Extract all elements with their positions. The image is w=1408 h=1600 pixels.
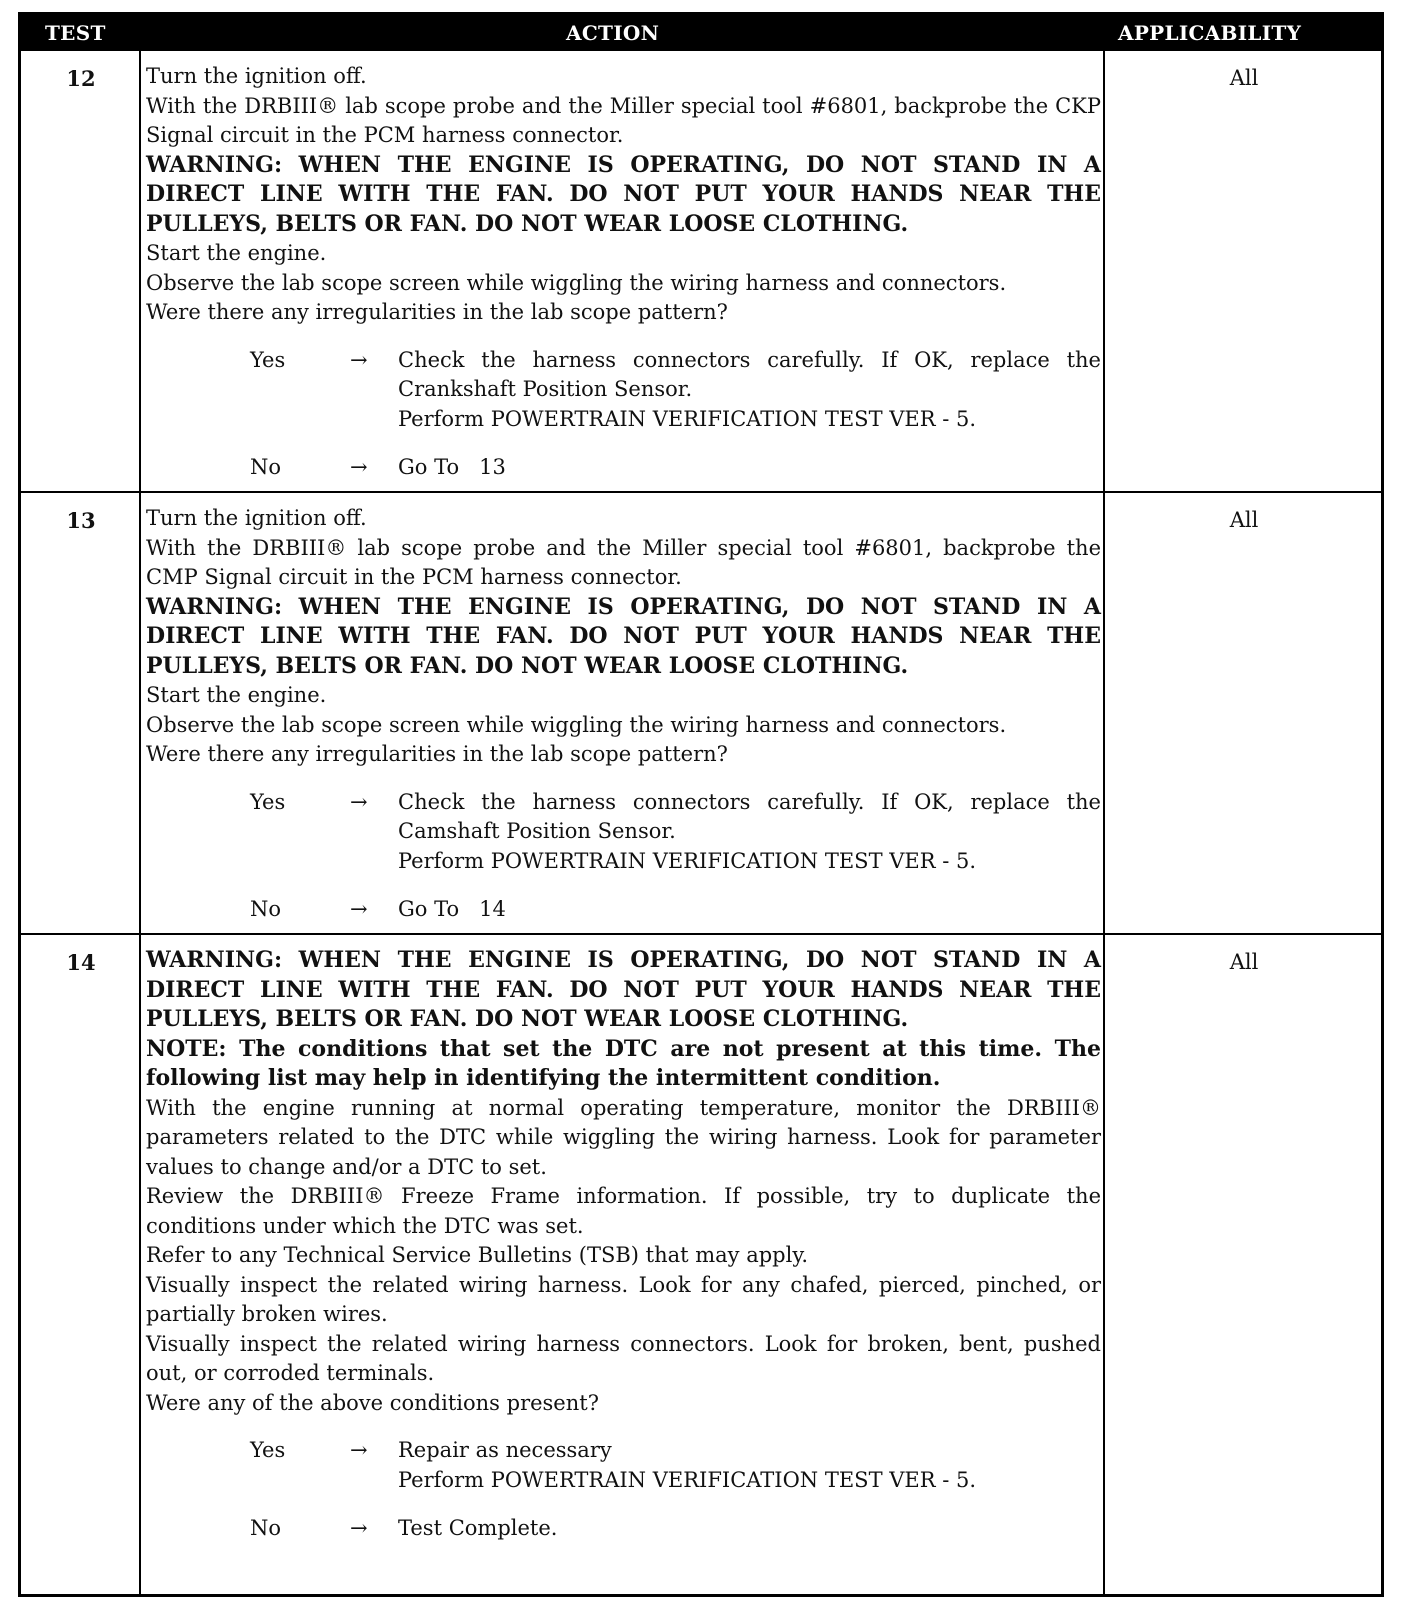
instruction: Start the engine. xyxy=(146,683,327,707)
instruction: Review the DRBIII® Freeze Frame information. If possible, try to duplicate the conditions under which the DTC was set. xyxy=(146,1184,1101,1238)
yes-action: Check the harness connectors carefully. If OK, replace the Camshaft Position Sensor. xyxy=(398,789,1101,843)
table-header xyxy=(21,15,1381,51)
header-applicability: APPLICABILITY xyxy=(1118,21,1302,45)
column-divider-test xyxy=(139,51,141,1594)
arrow-icon: → xyxy=(350,1438,368,1462)
yes-verification: Perform POWERTRAIN VERIFICATION TEST VER - 5. xyxy=(398,406,977,431)
no-action: Go To 14 xyxy=(398,897,506,921)
no-response xyxy=(146,453,1101,483)
test-row-14 xyxy=(146,946,1101,1544)
arrow-icon: → xyxy=(350,1516,368,1540)
row-divider xyxy=(21,491,1381,493)
no-label: No xyxy=(250,455,282,479)
question: Were there any irregularities in the lab scope pattern? xyxy=(146,300,728,324)
no-action: Test Complete. xyxy=(398,1516,558,1540)
instruction: With the engine running at normal operating temperature, monitor the DRBIII® parameters related to the DTC while wiggling the wiring harness. Look for parameter values to change and/or a DTC to set. xyxy=(146,1095,1101,1179)
yes-response xyxy=(146,788,1101,877)
no-label: No xyxy=(250,897,282,921)
yes-action: Repair as necessary xyxy=(398,1438,612,1462)
instruction: Turn the ignition off. xyxy=(146,64,367,88)
question: Were there any irregularities in the lab scope pattern? xyxy=(146,742,728,766)
yes-response xyxy=(146,346,1101,435)
yes-action: Check the harness connectors carefully. If OK, replace the Crankshaft Position Sensor. xyxy=(398,347,1101,401)
instruction: Refer to any Technical Service Bulletins (TSB) that may apply. xyxy=(146,1243,809,1267)
warning-text: WARNING: WHEN THE ENGINE IS OPERATING, DO NOT STAND IN A DIRECT LINE WITH THE FAN. DO NOT PUT YOUR HANDS NEAR THE PULLEYS, BELTS OR FAN. DO NOT WEAR LOOSE CLOTHING. xyxy=(146,947,1101,1032)
instruction: Observe the lab scope screen while wiggling the wiring harness and connectors. xyxy=(146,712,1007,737)
instruction: Visually inspect the related wiring harness connectors. Look for broken, bent, pushed out, or corroded terminals. xyxy=(146,1331,1101,1385)
diagnostic-test-table xyxy=(18,12,1384,1597)
arrow-icon: → xyxy=(350,897,368,921)
applicability-value: All xyxy=(1229,950,1259,974)
yes-label: Yes xyxy=(250,789,286,814)
header-test: TEST xyxy=(45,21,106,45)
applicability-value: All xyxy=(1229,508,1259,532)
test-number: 12 xyxy=(66,66,96,91)
arrow-icon: → xyxy=(350,347,368,372)
test-number: 13 xyxy=(66,508,96,533)
header-action: ACTION xyxy=(566,21,660,45)
no-label: No xyxy=(250,1516,282,1540)
instruction: Turn the ignition off. xyxy=(146,506,367,530)
instruction: Visually inspect the related wiring harness. Look for any chafed, pierced, pinched, or partially broken wires. xyxy=(146,1272,1101,1326)
applicability-value: All xyxy=(1229,66,1259,90)
no-response xyxy=(146,895,1101,925)
arrow-icon: → xyxy=(350,455,368,479)
yes-label: Yes xyxy=(250,347,286,372)
note-text: NOTE: The conditions that set the DTC are not present at this time. The following list may help in identifying the intermittent condition. xyxy=(146,1035,1101,1091)
yes-label: Yes xyxy=(250,1438,286,1462)
no-response xyxy=(146,1514,1101,1544)
test-row-13 xyxy=(146,504,1101,925)
arrow-icon: → xyxy=(350,789,368,814)
instruction: With the DRBIII® lab scope probe and the Miller special tool #6801, backprobe the CKP Signal circuit in the PCM harness connector. xyxy=(146,93,1101,147)
row-divider xyxy=(21,933,1381,935)
test-row-12 xyxy=(146,62,1101,483)
instruction: Start the engine. xyxy=(146,241,327,265)
no-action: Go To 13 xyxy=(398,455,506,479)
instruction: Observe the lab scope screen while wiggling the wiring harness and connectors. xyxy=(146,270,1007,295)
yes-response xyxy=(146,1436,1101,1495)
test-number: 14 xyxy=(66,950,96,975)
instruction: With the DRBIII® lab scope probe and the Miller special tool #6801, backprobe the CMP Signal circuit in the PCM harness connector. xyxy=(146,535,1101,589)
warning-text: WARNING: WHEN THE ENGINE IS OPERATING, DO NOT STAND IN A DIRECT LINE WITH THE FAN. DO NOT PUT YOUR HANDS NEAR THE PULLEYS, BELTS OR FAN. DO NOT WEAR LOOSE CLOTHING. xyxy=(146,151,1101,237)
yes-verification: Perform POWERTRAIN VERIFICATION TEST VER - 5. xyxy=(398,848,977,873)
warning-text: WARNING: WHEN THE ENGINE IS OPERATING, DO NOT STAND IN A DIRECT LINE WITH THE FAN. DO NOT PUT YOUR HANDS NEAR THE PULLEYS, BELTS OR FAN. DO NOT WEAR LOOSE CLOTHING. xyxy=(146,593,1101,679)
question: Were any of the above conditions present? xyxy=(146,1390,599,1415)
yes-verification: Perform POWERTRAIN VERIFICATION TEST VER - 5. xyxy=(398,1467,977,1492)
column-divider-applicability xyxy=(1103,51,1105,1594)
